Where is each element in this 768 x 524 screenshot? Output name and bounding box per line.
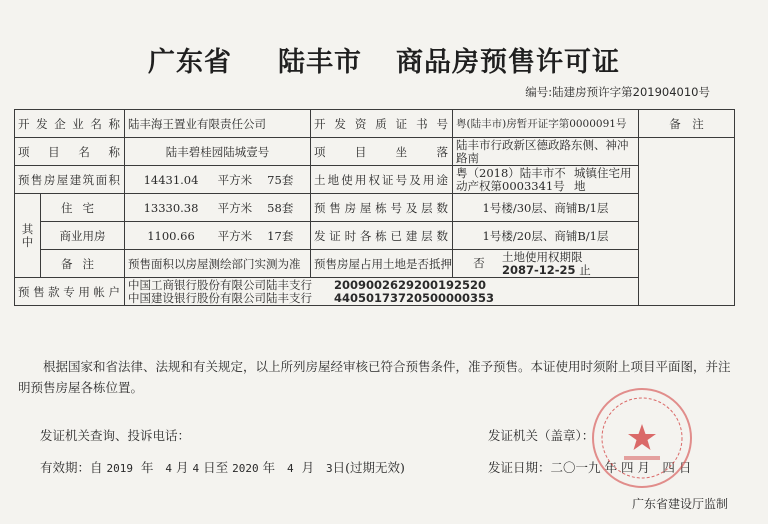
to-day: 3 <box>326 462 333 475</box>
from-month: 4 <box>165 462 173 475</box>
account-label: 预售款专用帐户 <box>15 278 125 306</box>
table-row <box>15 110 735 138</box>
validity-prefix: 有效期：自 <box>40 460 103 475</box>
residential-sets: 58 <box>267 200 282 215</box>
issue-date-label: 发证日期： <box>488 460 551 475</box>
note-label: 备注 <box>41 250 125 278</box>
commercial-sets-unit: 套 <box>281 228 294 243</box>
supervisor-note: 广东省建设厅监制 <box>631 497 728 511</box>
document-title <box>0 40 768 79</box>
residential-label: 住宅 <box>41 194 125 222</box>
permit-title: 商品房预售许可证 <box>396 47 620 78</box>
city-title: 陆丰市 <box>278 47 362 78</box>
validity-line <box>40 458 405 476</box>
built-floors-value: 1号楼/20层、商铺B/1层 <box>453 222 639 250</box>
bank1-name: 中国工商银行股份有限公司陆丰支行 <box>128 277 312 292</box>
table-row <box>15 278 735 306</box>
bank2-name: 中国建设银行股份有限公司陆丰支行 <box>128 290 312 305</box>
location-value: 陆丰市行政新区德政路东侧、神冲路南 <box>453 138 639 166</box>
cert-number: 编号:陆建房预许字第201904010号 <box>525 85 710 99</box>
residential-cell <box>125 194 311 222</box>
land-cert-use: 城镇住宅用地 <box>574 165 632 193</box>
permit-table <box>14 109 735 306</box>
account-cell <box>125 278 639 306</box>
issuer-label: 发证机关（盖章）： <box>488 428 595 443</box>
qizhong-label: 其中 <box>15 194 41 278</box>
table-row <box>15 222 735 250</box>
developer-value: 陆丰海王置业有限责任公司 <box>125 110 311 138</box>
land-cert-label: 土地使用权证号及用途 <box>311 166 453 194</box>
bank1-account: 2009002629200192520 <box>334 277 487 292</box>
area-label: 预售房屋建筑面积 <box>15 166 125 194</box>
bldg-floors-label: 预售房屋栋号及层数 <box>311 194 453 222</box>
month-unit-1: 月 <box>176 460 189 475</box>
mortgage-label: 预售房屋占用土地是否抵押 <box>311 250 453 278</box>
qualification-label: 开发资质证书号 <box>311 110 453 138</box>
approval-statement: 根据国家和省法律、法规和有关规定，以上所列房屋经审核已符合预售条件，准予预售。本证使用时须附上项目平面图，并注明预售房屋各栋位置。 <box>18 359 731 395</box>
official-seal <box>592 388 692 488</box>
bank2-account: 44050173720500000353 <box>334 290 495 305</box>
seal-graphic <box>594 390 690 486</box>
commercial-area: 1100.66 <box>147 228 195 243</box>
sets-unit: 套 <box>281 172 294 187</box>
bldg-floors-value: 1号楼/30层、商铺B/1层 <box>453 194 639 222</box>
developer-label: 开发企业名称 <box>15 110 125 138</box>
from-day: 4 <box>192 462 200 475</box>
area-unit: 平方米 <box>217 172 253 187</box>
table-row <box>15 250 735 278</box>
land-term-suffix: 止 <box>579 262 591 277</box>
land-cert-value: 粤（2018）陆丰市不动产权第0003341号 <box>456 165 566 193</box>
mortgage-cell <box>453 250 639 278</box>
to-month: 4 <box>287 462 294 475</box>
location-label: 项目坐落 <box>311 138 453 166</box>
residential-unit: 平方米 <box>217 200 253 215</box>
year-unit-1: 年 <box>140 460 154 475</box>
project-value: 陆丰碧桂园陆城壹号 <box>125 138 311 166</box>
from-year: 2019 <box>106 462 133 475</box>
land-term-label: 土地使用权期限 <box>502 249 583 264</box>
table-row <box>15 194 735 222</box>
validity-suffix: 日(过期无效) <box>332 460 405 475</box>
commercial-label: 商业用房 <box>41 222 125 250</box>
area-value: 14431.04 <box>143 172 199 187</box>
table-row <box>15 166 735 194</box>
note-value: 预售面积以房屋测绘部门实测为准 <box>125 250 311 278</box>
area-cell <box>125 166 311 194</box>
residential-sets-unit: 套 <box>281 200 294 215</box>
complaint-label: 发证机关查询、投诉电话： <box>40 428 191 443</box>
project-label: 项目名称 <box>15 138 125 166</box>
to-year: 2020 <box>232 462 259 475</box>
commercial-cell <box>125 222 311 250</box>
residential-area: 13330.38 <box>143 200 199 215</box>
qualification-value: 粤(陆丰市)房暂开证字第0000091号 <box>453 110 639 138</box>
built-floors-label: 发证时各栋已建层数 <box>311 222 453 250</box>
year-unit-2: 年 <box>262 460 276 475</box>
land-cert-cell <box>453 166 639 194</box>
province-title: 广东省 <box>148 47 232 78</box>
table-row <box>15 138 735 166</box>
land-term-value: 2087-12-25 <box>502 262 576 277</box>
issue-date: 二〇一九 年 四 月 四 日 <box>550 460 692 475</box>
day-to: 日至 <box>203 460 229 475</box>
mortgage-value: 否 <box>473 256 485 270</box>
commercial-sets: 17 <box>267 228 282 243</box>
month-unit-2: 月 <box>301 460 315 475</box>
commercial-unit: 平方米 <box>217 228 253 243</box>
area-sets: 75 <box>267 172 282 187</box>
remark-header: 备 注 <box>639 110 735 138</box>
remark-cell <box>639 138 735 306</box>
